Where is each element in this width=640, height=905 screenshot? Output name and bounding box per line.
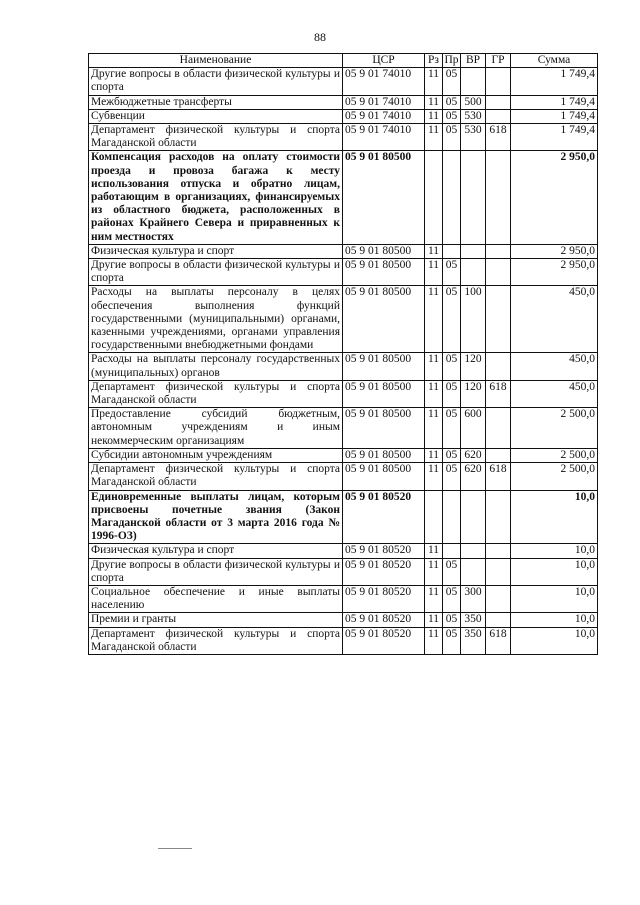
table-row <box>89 244 598 258</box>
cell-name: Компенсация расходов на оплату стоимости проезда и провоза багажа к месту использования отпуска и обратно лицам, работающим в организациях, финансируемых из областного бюджета, расположенных в районах Крайнего Севера и приравненных к ним местностях <box>89 151 343 244</box>
cell-vr <box>461 259 486 286</box>
cell-sum: 10,0 <box>511 544 598 558</box>
cell-gr <box>486 613 511 627</box>
cell-pr: 05 <box>443 585 461 612</box>
cell-pr <box>443 244 461 258</box>
cell-rz: 11 <box>425 109 443 123</box>
page-number: 88 <box>314 30 326 44</box>
column-header-name: Наименование <box>89 54 343 68</box>
cell-sum: 1 749,4 <box>511 124 598 151</box>
cell-name: Предоставление субсидий бюджетным, автономным учреждениям и иным некоммерческим организациям <box>89 408 343 449</box>
cell-name: Департамент физической культуры и спорта Магаданской области <box>89 380 343 407</box>
table-row <box>89 259 598 286</box>
cell-vr: 350 <box>461 613 486 627</box>
table-row <box>89 109 598 123</box>
cell-pr: 05 <box>443 124 461 151</box>
cell-csr: 05 9 01 80500 <box>343 380 425 407</box>
cell-vr: 120 <box>461 380 486 407</box>
cell-name: Департамент физической культуры и спорта Магаданской области <box>89 463 343 490</box>
cell-csr: 05 9 01 80520 <box>343 627 425 654</box>
cell-sum: 10,0 <box>511 585 598 612</box>
cell-pr: 05 <box>443 408 461 449</box>
cell-name: Субвенции <box>89 109 343 123</box>
table-row <box>89 463 598 490</box>
table-row <box>89 380 598 407</box>
cell-csr: 05 9 01 80500 <box>343 151 425 244</box>
cell-pr: 05 <box>443 627 461 654</box>
cell-rz: 11 <box>425 613 443 627</box>
cell-csr: 05 9 01 80500 <box>343 463 425 490</box>
cell-vr: 600 <box>461 408 486 449</box>
cell-pr <box>443 151 461 244</box>
cell-name: Премии и гранты <box>89 613 343 627</box>
cell-gr <box>486 151 511 244</box>
cell-csr: 05 9 01 80500 <box>343 286 425 353</box>
cell-gr <box>486 585 511 612</box>
cell-name: Межбюджетные трансферты <box>89 95 343 109</box>
table-body <box>89 68 598 655</box>
cell-csr: 05 9 01 74010 <box>343 68 425 95</box>
table-row <box>89 286 598 353</box>
cell-rz <box>425 151 443 244</box>
cell-sum: 10,0 <box>511 613 598 627</box>
cell-rz: 11 <box>425 286 443 353</box>
cell-vr: 300 <box>461 585 486 612</box>
cell-csr: 05 9 01 80520 <box>343 613 425 627</box>
cell-rz <box>425 490 443 544</box>
table-row <box>89 627 598 654</box>
cell-rz: 11 <box>425 124 443 151</box>
cell-vr <box>461 68 486 95</box>
cell-sum: 450,0 <box>511 286 598 353</box>
cell-gr <box>486 286 511 353</box>
cell-vr: 500 <box>461 95 486 109</box>
cell-vr <box>461 544 486 558</box>
cell-rz: 11 <box>425 463 443 490</box>
cell-csr: 05 9 01 80500 <box>343 408 425 449</box>
cell-rz: 11 <box>425 68 443 95</box>
cell-pr: 05 <box>443 259 461 286</box>
cell-pr: 05 <box>443 286 461 353</box>
cell-rz: 11 <box>425 408 443 449</box>
cell-vr: 620 <box>461 448 486 462</box>
cell-vr: 530 <box>461 109 486 123</box>
cell-gr: 618 <box>486 463 511 490</box>
cell-pr: 05 <box>443 448 461 462</box>
cell-name: Расходы на выплаты персоналу государственных (муниципальных) органов <box>89 353 343 380</box>
cell-sum: 10,0 <box>511 490 598 544</box>
cell-csr: 05 9 01 80520 <box>343 544 425 558</box>
cell-pr <box>443 490 461 544</box>
cell-rz: 11 <box>425 244 443 258</box>
cell-sum: 2 500,0 <box>511 448 598 462</box>
cell-vr: 350 <box>461 627 486 654</box>
cell-rz: 11 <box>425 558 443 585</box>
cell-gr: 618 <box>486 124 511 151</box>
cell-csr: 05 9 01 80500 <box>343 259 425 286</box>
cell-rz: 11 <box>425 627 443 654</box>
cell-rz: 11 <box>425 544 443 558</box>
column-header-rz: Рз <box>425 54 443 68</box>
cell-name: Другие вопросы в области физической культуры и спорта <box>89 558 343 585</box>
cell-gr <box>486 408 511 449</box>
cell-pr: 05 <box>443 95 461 109</box>
cell-gr <box>486 544 511 558</box>
cell-sum: 1 749,4 <box>511 95 598 109</box>
cell-name: Департамент физической культуры и спорта Магаданской области <box>89 124 343 151</box>
column-header-pr: Пр <box>444 54 459 66</box>
cell-pr: 05 <box>443 380 461 407</box>
cell-csr: 05 9 01 80500 <box>343 244 425 258</box>
cell-name: Расходы на выплаты персоналу в целях обеспечения выполнения функций государственными (муниципальными) органами, казенными учреждениями, органами управления государственными внебюджетными фондами <box>89 286 343 353</box>
table-row <box>89 544 598 558</box>
budget-table <box>88 53 598 655</box>
cell-pr: 05 <box>443 109 461 123</box>
cell-gr <box>486 353 511 380</box>
cell-pr: 05 <box>443 613 461 627</box>
cell-pr: 05 <box>443 353 461 380</box>
cell-csr: 05 9 01 80520 <box>343 558 425 585</box>
cell-name: Физическая культура и спорт <box>89 544 343 558</box>
cell-rz: 11 <box>425 259 443 286</box>
cell-rz: 11 <box>425 448 443 462</box>
cell-csr: 05 9 01 80520 <box>343 490 425 544</box>
cell-csr: 05 9 01 80500 <box>343 448 425 462</box>
table-row <box>89 558 598 585</box>
cell-gr <box>486 244 511 258</box>
cell-sum: 2 500,0 <box>511 408 598 449</box>
table-row <box>89 124 598 151</box>
cell-sum: 1 749,4 <box>511 68 598 95</box>
cell-vr: 620 <box>461 463 486 490</box>
cell-sum: 450,0 <box>511 353 598 380</box>
table-row <box>89 95 598 109</box>
cell-gr <box>486 259 511 286</box>
cell-name: Другие вопросы в области физической культуры и спорта <box>89 68 343 95</box>
column-header-sum: Сумма <box>511 54 598 68</box>
cell-sum: 1 749,4 <box>511 109 598 123</box>
cell-gr <box>486 558 511 585</box>
table-row <box>89 490 598 544</box>
column-header-gr: ГР <box>486 54 511 68</box>
cell-name: Социальное обеспечение и иные выплаты населению <box>89 585 343 612</box>
cell-pr: 05 <box>443 558 461 585</box>
cell-sum: 2 950,0 <box>511 244 598 258</box>
cell-vr <box>461 244 486 258</box>
cell-vr <box>461 490 486 544</box>
cell-gr <box>486 68 511 95</box>
cell-gr: 618 <box>486 627 511 654</box>
footer-divider <box>158 848 192 849</box>
table-header-row <box>89 54 598 68</box>
cell-gr <box>486 490 511 544</box>
cell-name: Субсидии автономным учреждениям <box>89 448 343 462</box>
cell-sum: 10,0 <box>511 558 598 585</box>
cell-rz: 11 <box>425 353 443 380</box>
cell-gr <box>486 109 511 123</box>
cell-vr <box>461 151 486 244</box>
cell-rz: 11 <box>425 95 443 109</box>
cell-vr: 100 <box>461 286 486 353</box>
cell-csr: 05 9 01 74010 <box>343 95 425 109</box>
cell-name: Физическая культура и спорт <box>89 244 343 258</box>
table-row <box>89 448 598 462</box>
column-header-vr: ВР <box>461 54 486 68</box>
cell-sum: 10,0 <box>511 627 598 654</box>
cell-sum: 2 950,0 <box>511 259 598 286</box>
cell-name: Департамент физической культуры и спорта Магаданской области <box>89 627 343 654</box>
cell-pr: 05 <box>443 463 461 490</box>
cell-rz: 11 <box>425 585 443 612</box>
cell-vr <box>461 558 486 585</box>
cell-csr: 05 9 01 74010 <box>343 124 425 151</box>
table-row <box>89 353 598 380</box>
cell-name: Единовременные выплаты лицам, которым присвоены почетные звания (Закон Магаданской области от 3 марта 2016 года № 1996-ОЗ) <box>89 490 343 544</box>
cell-csr: 05 9 01 80520 <box>343 585 425 612</box>
cell-vr: 120 <box>461 353 486 380</box>
cell-gr <box>486 95 511 109</box>
cell-sum: 2 950,0 <box>511 151 598 244</box>
table-row <box>89 151 598 244</box>
cell-csr: 05 9 01 80500 <box>343 353 425 380</box>
cell-pr <box>443 544 461 558</box>
cell-name: Другие вопросы в области физической культуры и спорта <box>89 259 343 286</box>
cell-csr: 05 9 01 74010 <box>343 109 425 123</box>
table-row <box>89 613 598 627</box>
cell-gr: 618 <box>486 380 511 407</box>
cell-sum: 2 500,0 <box>511 463 598 490</box>
cell-gr <box>486 448 511 462</box>
table-row <box>89 408 598 449</box>
cell-rz: 11 <box>425 380 443 407</box>
cell-pr: 05 <box>443 68 461 95</box>
table-row <box>89 68 598 95</box>
cell-sum: 450,0 <box>511 380 598 407</box>
cell-vr: 530 <box>461 124 486 151</box>
table-row <box>89 585 598 612</box>
column-header-csr: ЦСР <box>343 54 425 68</box>
